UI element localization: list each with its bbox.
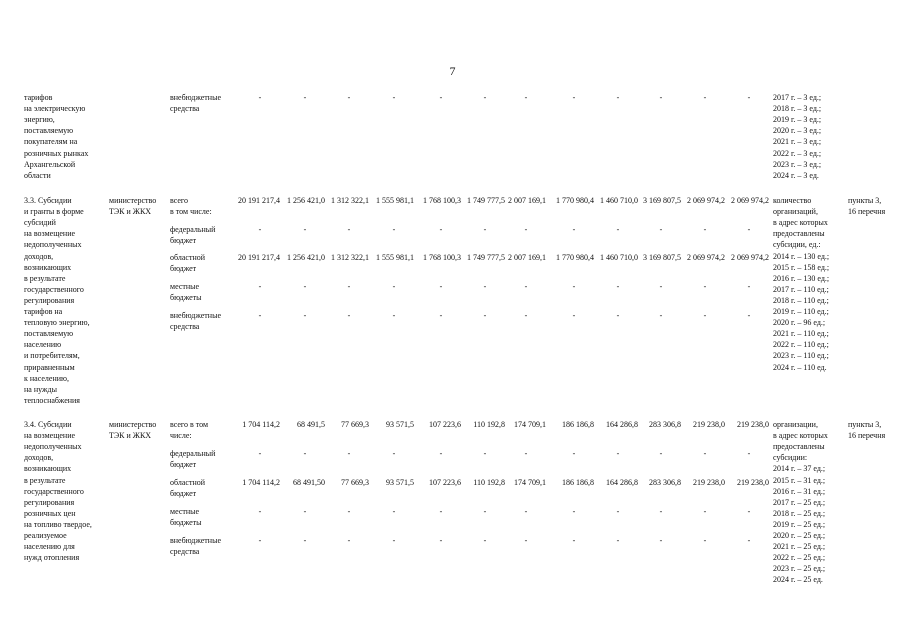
amount-cell: 1 749 777,5 <box>467 196 505 205</box>
empty-cell-dash: - <box>703 449 707 458</box>
empty-cell-dash: - <box>347 311 351 320</box>
funding-source-label: бюджет <box>170 236 197 246</box>
empty-cell-dash: - <box>659 225 663 234</box>
empty-cell-dash: - <box>258 282 262 291</box>
measure-title-line: доходов, <box>24 453 54 463</box>
link-line: 16 перечня <box>848 207 886 217</box>
empty-cell-dash: - <box>524 282 528 291</box>
empty-cell-dash: - <box>439 93 443 102</box>
empty-cell-dash: - <box>572 93 576 102</box>
empty-cell-dash: - <box>347 507 351 516</box>
empty-cell-dash: - <box>303 311 307 320</box>
indicator-line: 2023 г. – 3 ед.; <box>773 159 822 169</box>
empty-cell-dash: - <box>392 282 396 291</box>
funding-source-label: внебюджетные <box>170 536 221 545</box>
empty-cell-dash: - <box>616 93 620 102</box>
empty-cell-dash: - <box>747 282 751 291</box>
measure-title-line: на нужды <box>24 384 57 394</box>
indicator-line: предоставлены <box>773 229 825 239</box>
amount-cell: 283 306,8 <box>649 478 681 487</box>
empty-cell-dash: - <box>439 536 443 545</box>
empty-cell-dash: - <box>703 536 707 545</box>
indicator-line: 2021 г. – 110 ед.; <box>773 329 829 339</box>
executor-line: министерство <box>109 420 157 429</box>
amount-cell: 68 491,5 <box>297 420 325 429</box>
funding-source-label: федеральный <box>170 449 216 458</box>
measure-title-line: регулирования <box>24 295 75 305</box>
measure-title-line: области <box>24 170 51 180</box>
funding-source-label: бюджеты <box>170 293 202 303</box>
measure-title-line: на возмещение <box>24 229 76 239</box>
funding-source-label: всего в том <box>170 420 209 429</box>
measure-title-line: возникающих <box>24 262 72 272</box>
indicator-line: 2016 г. – 31 ед.; <box>773 486 826 496</box>
measure-title-line: 3.4. Субсидии <box>24 420 72 429</box>
measure-title-line: доходов, <box>24 251 54 261</box>
indicator-line: 2015 г. – 31 ед.; <box>773 475 826 485</box>
amount-cell: 1 460 710,0 <box>600 196 638 205</box>
empty-cell-dash: - <box>747 93 751 102</box>
measure-title-line: тепловую энергию, <box>24 318 90 328</box>
indicator-line: 2023 г. – 110 ед.; <box>773 351 829 361</box>
empty-cell-dash: - <box>347 449 351 458</box>
funding-source-label: бюджет <box>170 460 197 470</box>
empty-cell-dash: - <box>392 311 396 320</box>
amount-cell: 1 555 981,1 <box>376 196 414 205</box>
indicator-line: 2017 г. – 25 ед.; <box>773 497 826 507</box>
empty-cell-dash: - <box>483 225 487 234</box>
indicator-line: 2018 г. – 110 ед.; <box>773 295 829 305</box>
indicator-line: предоставлены <box>773 442 825 452</box>
empty-cell-dash: - <box>524 536 528 545</box>
funding-source-label: средства <box>170 322 200 332</box>
measure-title-line: и гранты в форме <box>24 207 84 217</box>
indicator-line: 2023 г. – 25 ед.; <box>773 564 826 574</box>
empty-cell-dash: - <box>347 225 351 234</box>
funding-source-label: бюджет <box>170 489 197 499</box>
amount-cell: 1 770 980,4 <box>556 253 594 262</box>
empty-cell-dash: - <box>524 311 528 320</box>
indicator-line: 2022 г. – 25 ед.; <box>773 553 826 563</box>
empty-cell-dash: - <box>439 225 443 234</box>
amount-cell: 20 191 217,4 <box>238 253 280 262</box>
amount-cell: 2 007 169,1 <box>508 196 546 205</box>
empty-cell-dash: - <box>303 536 307 545</box>
indicator-line: 2018 г. – 25 ед.; <box>773 508 826 518</box>
measure-title-line: на электрическую <box>24 104 86 114</box>
funding-source-label: бюджеты <box>170 518 202 528</box>
measure-title-line: недополученных <box>24 240 82 250</box>
empty-cell-dash: - <box>524 507 528 516</box>
empty-cell-dash: - <box>392 449 396 458</box>
amount-cell: 1 312 322,1 <box>331 253 369 262</box>
indicator-line: 2016 г. – 130 ед.; <box>773 273 830 283</box>
empty-cell-dash: - <box>303 225 307 234</box>
indicator-line: в адрес которых <box>773 218 828 228</box>
amount-cell: 107 223,6 <box>429 478 461 487</box>
amount-cell: 20 191 217,4 <box>238 196 280 205</box>
measure-title-line: в результате <box>24 475 66 485</box>
empty-cell-dash: - <box>524 93 528 102</box>
indicator-line: 2020 г. – 96 ед.; <box>773 318 826 328</box>
funding-source-label: местные <box>170 282 200 291</box>
empty-cell-dash: - <box>747 225 751 234</box>
empty-cell-dash: - <box>572 536 576 545</box>
funding-source-label: федеральный <box>170 225 216 234</box>
indicator-line: 2022 г. – 110 ед.; <box>773 340 829 350</box>
indicator-line: 2014 г. – 37 ед.; <box>773 464 826 474</box>
empty-cell-dash: - <box>659 449 663 458</box>
empty-cell-dash: - <box>747 536 751 545</box>
empty-cell-dash: - <box>483 311 487 320</box>
empty-cell-dash: - <box>303 507 307 516</box>
empty-cell-dash: - <box>572 225 576 234</box>
measure-title-line: населению для <box>24 542 75 552</box>
empty-cell-dash: - <box>347 536 351 545</box>
indicator-line: 2021 г. – 25 ед.; <box>773 542 826 552</box>
measure-title-line: покупателям на <box>24 137 78 147</box>
amount-cell: 1 768 100,3 <box>423 253 461 262</box>
indicator-line: 2022 г. – 3 ед.; <box>773 148 822 158</box>
amount-cell: 3 169 807,5 <box>643 253 681 262</box>
measure-title-line: нужд отопления <box>24 553 80 563</box>
measure-title-line: недополученных <box>24 442 82 452</box>
funding-source-label: средства <box>170 547 200 557</box>
empty-cell-dash: - <box>303 93 307 102</box>
amount-cell: 1 256 421,0 <box>287 196 325 205</box>
empty-cell-dash: - <box>524 449 528 458</box>
empty-cell-dash: - <box>659 282 663 291</box>
empty-cell-dash: - <box>747 311 751 320</box>
indicator-line: 2024 г. – 110 ед. <box>773 362 827 372</box>
measure-title-line: возникающих <box>24 464 72 474</box>
amount-cell: 2 007 169,1 <box>508 253 546 262</box>
measure-title-line: реализуемое <box>24 531 67 540</box>
amount-cell: 1 749 777,5 <box>467 253 505 262</box>
empty-cell-dash: - <box>747 507 751 516</box>
amount-cell: 1 460 710,0 <box>600 253 638 262</box>
empty-cell-dash: - <box>258 536 262 545</box>
amount-cell: 1 256 421,0 <box>287 253 325 262</box>
executor-line: ТЭК и ЖКХ <box>109 431 152 441</box>
empty-cell-dash: - <box>616 225 620 234</box>
amount-cell: 77 669,3 <box>341 420 369 429</box>
empty-cell-dash: - <box>572 282 576 291</box>
measure-title-line: государственного <box>24 284 84 294</box>
amount-cell: 68 491,50 <box>293 478 325 487</box>
indicator-line: субсидии: <box>773 453 808 463</box>
measure-title-line: субсидий <box>24 218 56 228</box>
amount-cell: 107 223,6 <box>429 420 461 429</box>
indicator-line: 2015 г. – 158 ед.; <box>773 262 830 272</box>
amount-cell: 219 238,0 <box>737 478 769 487</box>
empty-cell-dash: - <box>483 449 487 458</box>
funding-source-label: числе: <box>170 431 192 441</box>
empty-cell-dash: - <box>347 93 351 102</box>
indicator-line: 2019 г. – 25 ед.; <box>773 519 826 529</box>
empty-cell-dash: - <box>258 311 262 320</box>
empty-cell-dash: - <box>616 449 620 458</box>
empty-cell-dash: - <box>659 311 663 320</box>
empty-cell-dash: - <box>347 282 351 291</box>
indicator-line: 2017 г. – 3 ед.; <box>773 93 822 102</box>
amount-cell: 2 069 974,2 <box>731 253 769 262</box>
empty-cell-dash: - <box>703 282 707 291</box>
amount-cell: 110 192,8 <box>473 420 505 429</box>
funding-source-label: средства <box>170 104 200 114</box>
amount-cell: 1 312 322,1 <box>331 196 369 205</box>
amount-cell: 219 238,0 <box>737 420 769 429</box>
indicator-line: 2018 г. – 3 ед.; <box>773 104 822 114</box>
empty-cell-dash: - <box>439 507 443 516</box>
empty-cell-dash: - <box>439 282 443 291</box>
funding-source-label: местные <box>170 507 200 516</box>
measure-title-line: тарифов на <box>24 307 63 316</box>
funding-source-label: областной <box>170 478 206 487</box>
empty-cell-dash: - <box>659 93 663 102</box>
empty-cell-dash: - <box>483 282 487 291</box>
funding-source-label: в том числе: <box>170 207 212 217</box>
indicator-line: 2014 г. – 130 ед.; <box>773 251 830 261</box>
empty-cell-dash: - <box>659 536 663 545</box>
empty-cell-dash: - <box>747 449 751 458</box>
amount-cell: 174 709,1 <box>514 478 546 487</box>
measure-title-line: 3.3. Субсидии <box>24 196 72 205</box>
amount-cell: 1 768 100,3 <box>423 196 461 205</box>
measure-title-line: регулирования <box>24 497 75 507</box>
indicator-line: в адрес которых <box>773 431 828 441</box>
amount-cell: 186 186,8 <box>562 478 594 487</box>
measure-title-line: к населению, <box>24 373 69 383</box>
empty-cell-dash: - <box>572 311 576 320</box>
amount-cell: 174 709,1 <box>514 420 546 429</box>
empty-cell-dash: - <box>572 449 576 458</box>
empty-cell-dash: - <box>572 507 576 516</box>
page-number: 7 <box>449 64 456 78</box>
amount-cell: 110 192,8 <box>473 478 505 487</box>
empty-cell-dash: - <box>303 449 307 458</box>
amount-cell: 1 770 980,4 <box>556 196 594 205</box>
indicator-line: организации, <box>773 420 818 429</box>
amount-cell: 3 169 807,5 <box>643 196 681 205</box>
indicator-line: субсидии, ед.: <box>773 240 821 250</box>
measure-title-line: энергию, <box>24 115 55 125</box>
indicator-line: 2020 г. – 25 ед.; <box>773 531 826 540</box>
empty-cell-dash: - <box>483 536 487 545</box>
measure-title-line: в результате <box>24 273 66 283</box>
measure-title-line: Архангельской <box>24 159 76 169</box>
empty-cell-dash: - <box>303 282 307 291</box>
empty-cell-dash: - <box>703 311 707 320</box>
empty-cell-dash: - <box>703 507 707 516</box>
empty-cell-dash: - <box>616 282 620 291</box>
funding-source-label: всего <box>170 196 189 205</box>
empty-cell-dash: - <box>392 507 396 516</box>
amount-cell: 93 571,5 <box>386 420 414 429</box>
empty-cell-dash: - <box>392 225 396 234</box>
empty-cell-dash: - <box>703 225 707 234</box>
measure-title-line: тарифов <box>24 93 53 102</box>
indicator-line: 2024 г. – 25 ед. <box>773 575 823 585</box>
indicator-line: 2024 г. – 3 ед. <box>773 170 819 180</box>
measure-title-line: розничных цен <box>24 508 76 518</box>
empty-cell-dash: - <box>258 449 262 458</box>
empty-cell-dash: - <box>659 507 663 516</box>
amount-cell: 186 186,8 <box>562 420 594 429</box>
measure-title-line: розничных рынках <box>24 148 89 158</box>
amount-cell: 1 555 981,1 <box>376 253 414 262</box>
empty-cell-dash: - <box>616 536 620 545</box>
amount-cell: 2 069 974,2 <box>731 196 769 205</box>
link-line: пункты 3, <box>848 196 882 205</box>
amount-cell: 219 238,0 <box>693 420 725 429</box>
measure-title-line: государственного <box>24 486 84 496</box>
measure-title-line: приравненным <box>24 362 75 372</box>
funding-source-label: бюджет <box>170 264 197 274</box>
amount-cell: 283 306,8 <box>649 420 681 429</box>
empty-cell-dash: - <box>483 507 487 516</box>
amount-cell: 93 571,5 <box>386 478 414 487</box>
funding-source-label: внебюджетные <box>170 311 221 320</box>
amount-cell: 77 669,3 <box>341 478 369 487</box>
link-line: 16 перечня <box>848 431 886 441</box>
empty-cell-dash: - <box>392 93 396 102</box>
indicator-line: 2021 г. – 3 ед.; <box>773 137 822 147</box>
empty-cell-dash: - <box>524 225 528 234</box>
indicator-line: 2020 г. – 3 ед.; <box>773 126 822 136</box>
measure-title-line: населению <box>24 340 62 350</box>
amount-cell: 2 069 974,2 <box>687 196 725 205</box>
measure-title-line: на топливо твердое, <box>24 519 92 529</box>
amount-cell: 164 286,8 <box>606 478 638 487</box>
measure-title-line: теплоснабжения <box>24 395 80 405</box>
amount-cell: 219 238,0 <box>693 478 725 487</box>
amount-cell: 2 069 974,2 <box>687 253 725 262</box>
indicator-line: организаций, <box>773 207 818 217</box>
measure-title-line: поставляемую <box>24 329 74 339</box>
funding-source-label: внебюджетные <box>170 93 221 102</box>
empty-cell-dash: - <box>483 93 487 102</box>
amount-cell: 1 704 114,2 <box>242 420 280 429</box>
executor-line: ТЭК и ЖКХ <box>109 207 152 217</box>
indicator-line: количество <box>773 196 812 205</box>
empty-cell-dash: - <box>439 311 443 320</box>
amount-cell: 1 704 114,2 <box>242 478 280 487</box>
executor-line: министерство <box>109 196 157 205</box>
link-line: пункты 3, <box>848 420 882 429</box>
measure-title-line: поставляемую <box>24 126 74 136</box>
amount-cell: 164 286,8 <box>606 420 638 429</box>
measure-title-line: и потребителям, <box>24 351 80 361</box>
funding-source-label: областной <box>170 253 206 262</box>
empty-cell-dash: - <box>258 93 262 102</box>
empty-cell-dash: - <box>392 536 396 545</box>
empty-cell-dash: - <box>703 93 707 102</box>
empty-cell-dash: - <box>258 225 262 234</box>
indicator-line: 2019 г. – 3 ед.; <box>773 115 822 125</box>
empty-cell-dash: - <box>616 311 620 320</box>
empty-cell-dash: - <box>616 507 620 516</box>
indicator-line: 2017 г. – 110 ед.; <box>773 284 829 294</box>
empty-cell-dash: - <box>258 507 262 516</box>
measure-title-line: на возмещение <box>24 431 76 441</box>
indicator-line: 2019 г. – 110 ед.; <box>773 307 829 316</box>
empty-cell-dash: - <box>439 449 443 458</box>
